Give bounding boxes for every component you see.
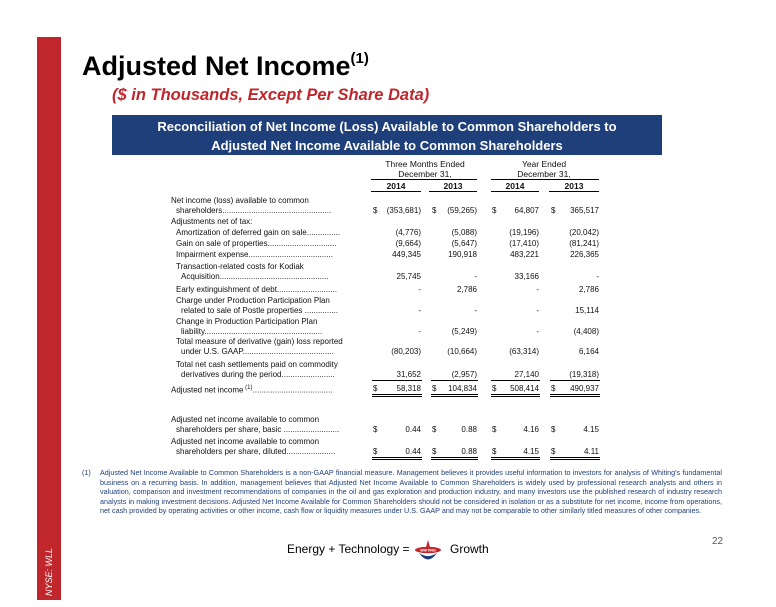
row-label xyxy=(176,239,369,249)
page-title xyxy=(82,50,369,82)
total-underline xyxy=(372,457,422,458)
cell-value: 4.16 xyxy=(523,425,539,434)
total-underline xyxy=(372,396,422,397)
total-underline xyxy=(372,459,422,460)
row-label xyxy=(171,217,369,227)
header-year-ended xyxy=(489,159,599,179)
currency-symbol: $ xyxy=(432,425,437,434)
cell-value: (17,410) xyxy=(509,239,539,248)
cell-value: 483,221 xyxy=(510,250,539,259)
cell-value: 365,517 xyxy=(570,206,599,215)
cell-value: 4.11 xyxy=(584,447,599,456)
row-label-continued: shareholders................................................. xyxy=(176,206,332,215)
cell-value: - xyxy=(418,306,421,315)
cell-value: 27,140 xyxy=(514,370,539,379)
cell-value: (4,408) xyxy=(573,327,599,336)
logo-wordmark: WHITING xyxy=(420,548,436,553)
cell-value: 104,834 xyxy=(448,384,477,393)
cell-value: 4.15 xyxy=(523,447,539,456)
cell-value: 0.44 xyxy=(405,447,421,456)
cell-value: - xyxy=(596,272,599,281)
currency-symbol: $ xyxy=(432,206,437,215)
header-three-months-line2: December 31, xyxy=(398,169,452,179)
row-label-leader: .................................... xyxy=(252,385,333,395)
cell-value: (63,314) xyxy=(509,347,539,356)
row-label-text: Total measure of derivative (gain) loss reported xyxy=(176,337,343,346)
total-underline xyxy=(491,394,540,395)
year-header: 2013 xyxy=(564,181,584,191)
currency-symbol: $ xyxy=(492,384,497,393)
cell-value: - xyxy=(418,285,421,294)
total-underline xyxy=(550,394,600,395)
cell-value: (9,664) xyxy=(395,239,421,248)
total-underline xyxy=(491,396,540,397)
cell-value: (2,957) xyxy=(451,370,477,379)
header-three-months-line1: Three Months Ended xyxy=(385,159,465,169)
cell-value: - xyxy=(536,306,539,315)
banner-line-2: Adjusted Net Income Available to Common Shareholders xyxy=(211,138,563,153)
currency-symbol: $ xyxy=(551,206,556,215)
total-underline xyxy=(550,459,600,460)
total-underline xyxy=(431,457,478,458)
cell-value: (19,318) xyxy=(569,370,599,379)
row-label-text: Impairment expense...................................... xyxy=(176,250,333,259)
header-year-ended-line1: Year Ended xyxy=(521,159,567,169)
total-underline xyxy=(431,394,478,395)
cell-value: - xyxy=(536,327,539,336)
row-label xyxy=(176,285,369,295)
row-label xyxy=(176,228,369,238)
cell-value: 0.44 xyxy=(405,425,421,434)
currency-symbol: $ xyxy=(373,206,378,215)
cell-value: - xyxy=(536,285,539,294)
cell-value: 226,365 xyxy=(570,250,599,259)
header-rule xyxy=(491,179,599,180)
row-label-continued: shareholders per share, diluted...................... xyxy=(176,447,336,456)
cell-value: (5,249) xyxy=(451,327,477,336)
total-underline xyxy=(491,459,540,460)
cell-value: 64,807 xyxy=(514,206,539,215)
row-label xyxy=(171,196,369,206)
currency-symbol: $ xyxy=(432,447,437,456)
cell-value: 4.15 xyxy=(583,425,599,434)
currency-symbol: $ xyxy=(492,425,497,434)
page-number: 22 xyxy=(712,536,724,547)
row-label-text: Transaction-related costs for Kodiak xyxy=(176,262,304,271)
page-subtitle: ($ in Thousands, Except Per Share Data) xyxy=(112,86,430,104)
row-label-text: Adjusted net income available to common xyxy=(171,437,320,446)
banner-line-1: Reconciliation of Net Income (Loss) Available to Common Shareholders to xyxy=(157,119,617,134)
total-underline xyxy=(550,396,600,397)
row-label xyxy=(171,415,369,425)
title-text: Adjusted Net Income xyxy=(82,51,351,81)
cell-value: (353,681) xyxy=(386,206,421,215)
year-header: 2014 xyxy=(386,181,406,191)
ticker-label: NYSE: WLL xyxy=(44,547,54,597)
currency-symbol: $ xyxy=(551,425,556,434)
row-label xyxy=(176,296,369,306)
currency-symbol: $ xyxy=(492,206,497,215)
year-rule xyxy=(549,191,599,192)
cell-value: (4,776) xyxy=(395,228,421,237)
row-label-text: Adjusted net income available to common xyxy=(171,415,320,424)
row-label xyxy=(176,250,369,260)
cell-value: 6,164 xyxy=(578,347,599,356)
total-underline xyxy=(431,459,478,460)
cell-value: 58,318 xyxy=(396,384,421,393)
cell-value: (81,241) xyxy=(569,239,599,248)
cell-value: - xyxy=(474,272,477,281)
row-label xyxy=(176,262,369,272)
currency-symbol: $ xyxy=(551,447,556,456)
currency-symbol: $ xyxy=(551,384,556,393)
total-underline xyxy=(372,394,422,395)
cell-value: 449,345 xyxy=(392,250,421,259)
year-rule xyxy=(371,191,421,192)
cell-value: (5,647) xyxy=(451,239,477,248)
cell-value: - xyxy=(418,327,421,336)
cell-value: 31,652 xyxy=(396,370,421,379)
cell-value: (59,265) xyxy=(447,206,477,215)
cell-value: 190,918 xyxy=(448,250,477,259)
year-rule xyxy=(491,191,539,192)
cell-value: 33,166 xyxy=(514,272,539,281)
cell-value: 0.88 xyxy=(461,425,477,434)
total-underline xyxy=(550,457,600,458)
row-label-footnote-marker: (1) xyxy=(243,385,253,391)
sidebar-ticker xyxy=(37,537,61,607)
cell-value: - xyxy=(474,306,477,315)
header-three-months xyxy=(371,159,479,179)
row-label-continued: under U.S. GAAP......................................... xyxy=(181,347,334,356)
table-banner xyxy=(112,115,662,155)
row-label-text: Charge under Production Participation Plan xyxy=(176,296,330,305)
cell-value: (19,196) xyxy=(509,228,539,237)
row-label-continued: derivatives during the period........................ xyxy=(181,370,335,379)
row-label-text: Adjusted net income xyxy=(171,385,244,395)
cell-value: 508,414 xyxy=(510,384,539,393)
total-underline xyxy=(431,396,478,397)
cell-value: (10,664) xyxy=(447,347,477,356)
row-label-text: Net income (loss) available to common xyxy=(171,196,309,205)
total-underline xyxy=(550,380,600,381)
total-underline xyxy=(491,457,540,458)
header-year-ended-line2: December 31, xyxy=(517,169,571,179)
title-footnote-marker: (1) xyxy=(350,50,369,67)
row-label-text: Total net cash settlements paid on commodity xyxy=(176,360,338,369)
tagline-right: Growth xyxy=(450,542,489,556)
total-underline xyxy=(431,380,478,381)
currency-symbol: $ xyxy=(432,384,437,393)
row-label-text: Change in Production Participation Plan xyxy=(176,317,318,326)
row-label xyxy=(176,360,369,370)
header-rule xyxy=(371,179,477,180)
currency-symbol: $ xyxy=(492,447,497,456)
currency-symbol: $ xyxy=(373,384,378,393)
row-label xyxy=(171,437,369,447)
row-label-continued: liability..................................................... xyxy=(181,327,323,336)
currency-symbol: $ xyxy=(373,425,378,434)
cell-value: 490,937 xyxy=(570,384,599,393)
row-label xyxy=(176,317,369,327)
footnote-number: (1) xyxy=(82,468,91,477)
row-label-continued: shareholders per share, basic ......................... xyxy=(176,425,340,434)
cell-value: 2,786 xyxy=(456,285,477,294)
cell-value: 25,745 xyxy=(396,272,421,281)
total-underline xyxy=(491,380,540,381)
cell-value: (80,203) xyxy=(391,347,421,356)
cell-value: (20,042) xyxy=(569,228,599,237)
row-label-text: Gain on sale of properties............................... xyxy=(176,239,337,248)
row-label-text: Amortization of deferred gain on sale............... xyxy=(176,228,341,237)
row-label-text: Early extinguishment of debt........................... xyxy=(176,285,337,294)
whiting-logo xyxy=(413,539,443,565)
year-header: 2014 xyxy=(505,181,525,191)
cell-value: 15,114 xyxy=(575,306,599,315)
year-header: 2013 xyxy=(443,181,463,191)
cell-value: 0.88 xyxy=(461,447,477,456)
row-label-continued: related to sale of Postle properties ............... xyxy=(181,306,338,315)
year-rule xyxy=(429,191,477,192)
row-label xyxy=(171,384,369,395)
row-label-continued: Acquisition................................................. xyxy=(181,272,329,281)
currency-symbol: $ xyxy=(373,447,378,456)
tagline-left: Energy + Technology = xyxy=(287,542,410,556)
cell-value: 2,786 xyxy=(578,285,599,294)
footnote-text: Adjusted Net Income Available to Common Shareholders is a non-GAAP financial measure. Management believes it provides useful information to investors for analysis of Whiting's fundamental business on a recurring basis. In addition, management believes that Adjusted Net Income Available to Common Shareholders is widely used by professional research analysts and others in valuation, comparison and investment recommendations of companies in the oil and gas exploration and production industry, and many investors use the published research of industry research analysts in making investment decisions. Adjusted Net Income Available for Common Shareholders should not be considered in isolation or as a substitute for net income, income from operations, net cash provided by operating activities or other income, cash flow or liquidity measures under U.S. GAAP and may not be comparable to other similarly titled measures of other companies. xyxy=(100,468,722,515)
row-label xyxy=(176,337,369,347)
row-label-text: Adjustments net of tax: xyxy=(171,217,253,226)
total-underline xyxy=(372,380,422,381)
cell-value: (5,088) xyxy=(451,228,477,237)
sidebar-bar xyxy=(37,37,61,600)
